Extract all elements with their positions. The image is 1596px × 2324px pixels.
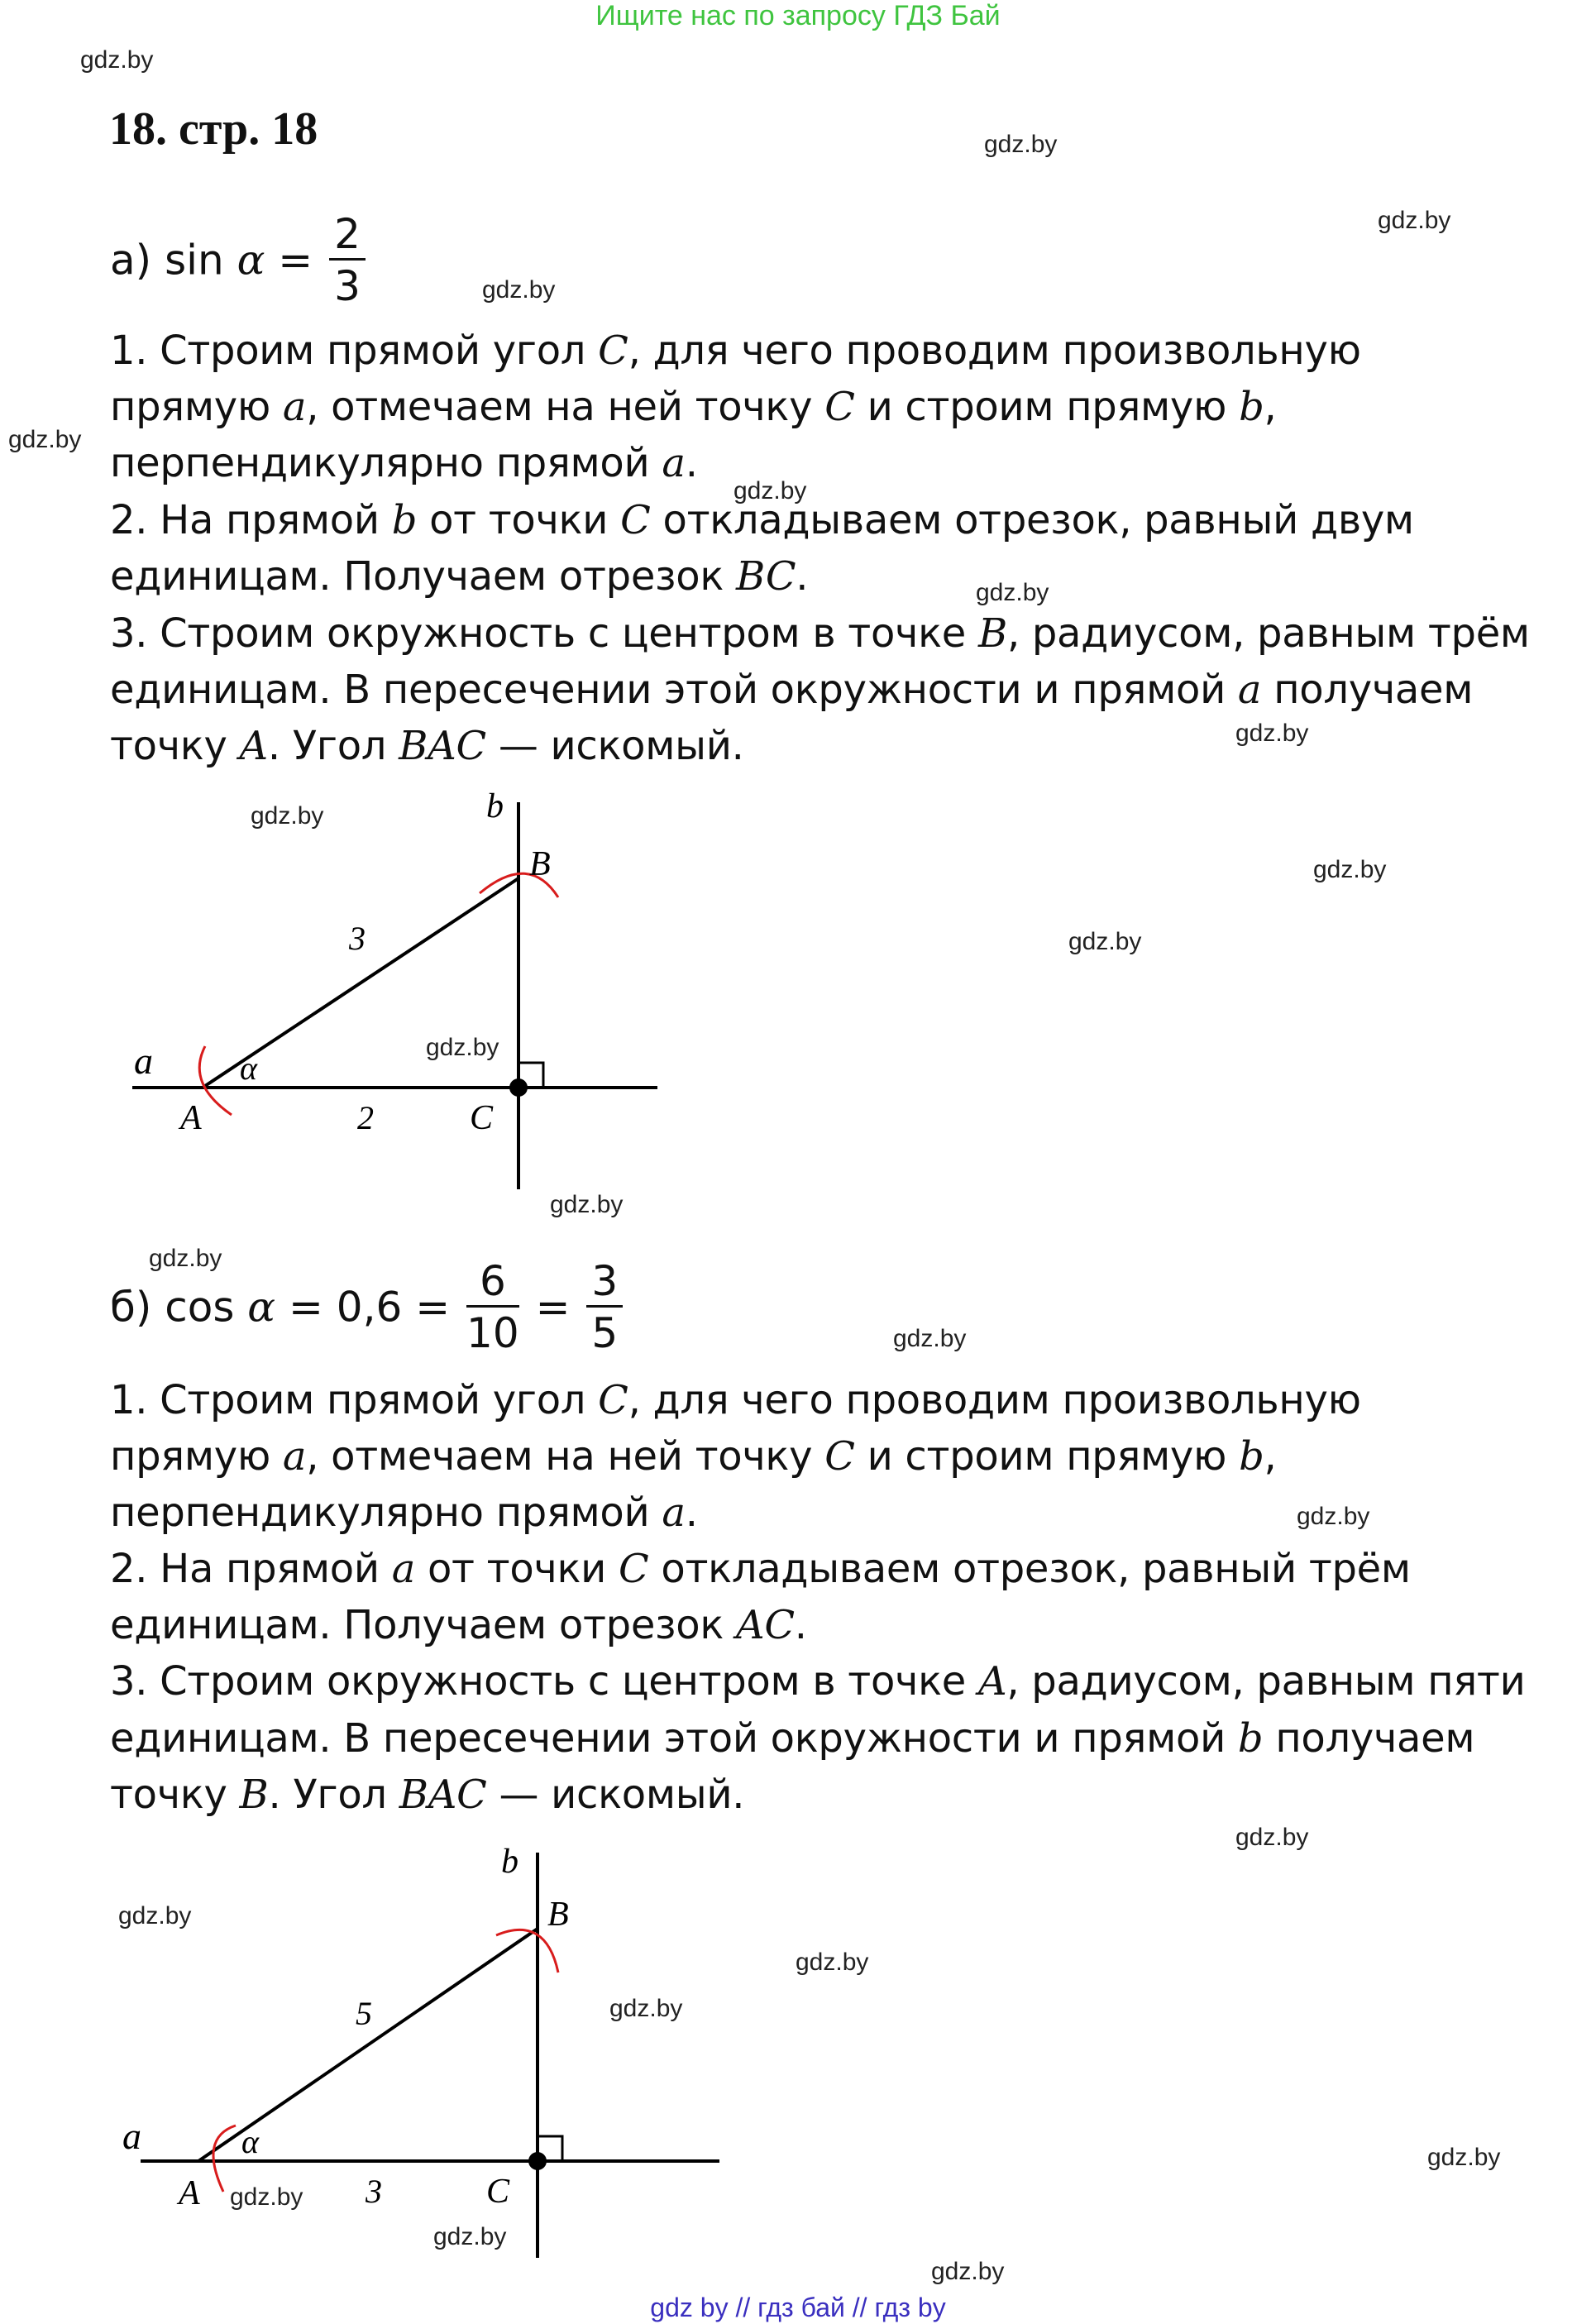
- label-line-b: b: [486, 787, 504, 825]
- text-line: точку A. Угол BAC — искомый.: [110, 723, 744, 769]
- fraction-denominator: 5: [591, 1309, 619, 1357]
- formula-func: sin: [165, 236, 224, 285]
- text-line: прямую a, отмечаем на ней точку C и строим прямую b,: [110, 1433, 1277, 1480]
- watermark: gdz.by: [149, 1245, 222, 1272]
- watermark: gdz.by: [433, 2223, 507, 2250]
- label-line-a: a: [122, 2115, 141, 2157]
- label-point-c: C: [470, 1099, 494, 1137]
- label-line-b: b: [501, 1843, 518, 1881]
- watermark: gdz.by: [550, 1191, 624, 1218]
- text-line: 1. Строим прямой угол C, для чего проводим произвольную: [110, 328, 1361, 374]
- text-line: единицам. В пересечении этой окружности и прямой b получаем: [110, 1715, 1475, 1762]
- watermark: gdz.by: [1235, 720, 1309, 747]
- label-leg: 3: [366, 2173, 382, 2210]
- watermark: gdz.by: [251, 802, 324, 830]
- text-line: 3. Строим окружность с центром в точке B, радиусом, равным трём: [110, 610, 1530, 657]
- watermark: gdz.by: [976, 579, 1049, 606]
- text-line: единицам. Получаем отрезок BC.: [110, 553, 809, 600]
- triangle-figure-a: [116, 777, 678, 1207]
- point-c: [509, 1078, 528, 1097]
- fraction-numerator: 2: [329, 213, 366, 261]
- label-line-a: a: [134, 1040, 153, 1082]
- watermark: gdz.by: [1235, 1824, 1309, 1851]
- watermark: gdz.by: [1297, 1503, 1370, 1530]
- watermark: gdz.by: [8, 426, 82, 453]
- fraction-numerator: 3: [586, 1260, 623, 1308]
- label-point-b: B: [529, 845, 551, 883]
- fraction: [466, 1257, 519, 1357]
- watermark: gdz.by: [1068, 928, 1142, 955]
- formula-eq: =: [415, 1283, 451, 1332]
- footer-links[interactable]: gdz by // гдз бай // гдз by: [650, 2293, 946, 2322]
- label-alpha: α: [240, 1050, 257, 1087]
- formula-a: [110, 210, 369, 310]
- formula-label: б): [110, 1283, 152, 1332]
- watermark: gdz.by: [609, 1995, 683, 2022]
- formula-value: 0,6: [336, 1283, 403, 1332]
- watermark: gdz.by: [1378, 207, 1451, 234]
- text-line: 3. Строим окружность с центром в точке A, радиусом, равным пяти: [110, 1658, 1526, 1705]
- text-line: перпендикулярно прямой a.: [110, 1490, 698, 1536]
- watermark: gdz.by: [796, 1949, 869, 1976]
- watermark: gdz.by: [426, 1034, 499, 1061]
- formula-var: α: [237, 236, 265, 285]
- fraction-denominator: 10: [466, 1309, 519, 1357]
- watermark: gdz.by: [733, 477, 807, 504]
- label-leg: 2: [357, 1099, 374, 1136]
- watermark: gdz.by: [482, 276, 556, 304]
- triangle-figure-b: [116, 1836, 728, 2274]
- text-line: единицам. Получаем отрезок AC.: [110, 1602, 807, 1648]
- label-point-b: B: [547, 1896, 569, 1934]
- watermark: gdz.by: [931, 2258, 1005, 2285]
- text-line: прямую a, отмечаем на ней точку C и строим прямую b,: [110, 384, 1277, 430]
- formula-var: α: [247, 1283, 276, 1332]
- watermark: gdz.by: [118, 1902, 192, 1929]
- watermark: gdz.by: [893, 1325, 967, 1352]
- watermark: gdz.by: [1427, 2144, 1501, 2171]
- text-line: 2. На прямой a от точки C откладываем отрезок, равный трём: [110, 1546, 1411, 1592]
- fraction-numerator: 6: [466, 1260, 519, 1308]
- text-line: точку B. Угол BAC — искомый.: [110, 1772, 745, 1818]
- watermark: gdz.by: [80, 46, 154, 74]
- top-banner[interactable]: Ищите нас по запросу ГДЗ Бай: [595, 0, 1001, 31]
- fraction: [586, 1257, 623, 1357]
- label-alpha: α: [241, 2123, 259, 2160]
- watermark: gdz.by: [984, 131, 1058, 158]
- formula-eq: =: [288, 1283, 323, 1332]
- label-point-a: A: [180, 1099, 202, 1137]
- formula-label: а): [110, 236, 152, 285]
- fraction: [329, 210, 366, 310]
- label-hypotenuse: 5: [356, 1995, 372, 2032]
- fraction-denominator: 3: [334, 262, 361, 310]
- text-line: единицам. В пересечении этой окружности и прямой a получаем: [110, 667, 1474, 713]
- text-line: 1. Строим прямой угол C, для чего проводим произвольную: [110, 1377, 1361, 1423]
- page-title: 18. стр. 18: [109, 103, 318, 155]
- label-point-c: C: [486, 2173, 510, 2211]
- label-hypotenuse: 3: [349, 920, 366, 957]
- point-c: [528, 2152, 547, 2170]
- text-line: перпендикулярно прямой a.: [110, 440, 698, 486]
- arc-at-a: [213, 2126, 236, 2192]
- formula-func: cos: [165, 1283, 235, 1332]
- watermark: gdz.by: [1313, 856, 1387, 883]
- label-point-a: A: [179, 2174, 200, 2212]
- text-line: 2. На прямой b от точки C откладываем отрезок, равный двум: [110, 497, 1414, 543]
- formula-eq: =: [535, 1283, 571, 1332]
- formula-eq: =: [278, 236, 313, 285]
- watermark: gdz.by: [230, 2183, 303, 2211]
